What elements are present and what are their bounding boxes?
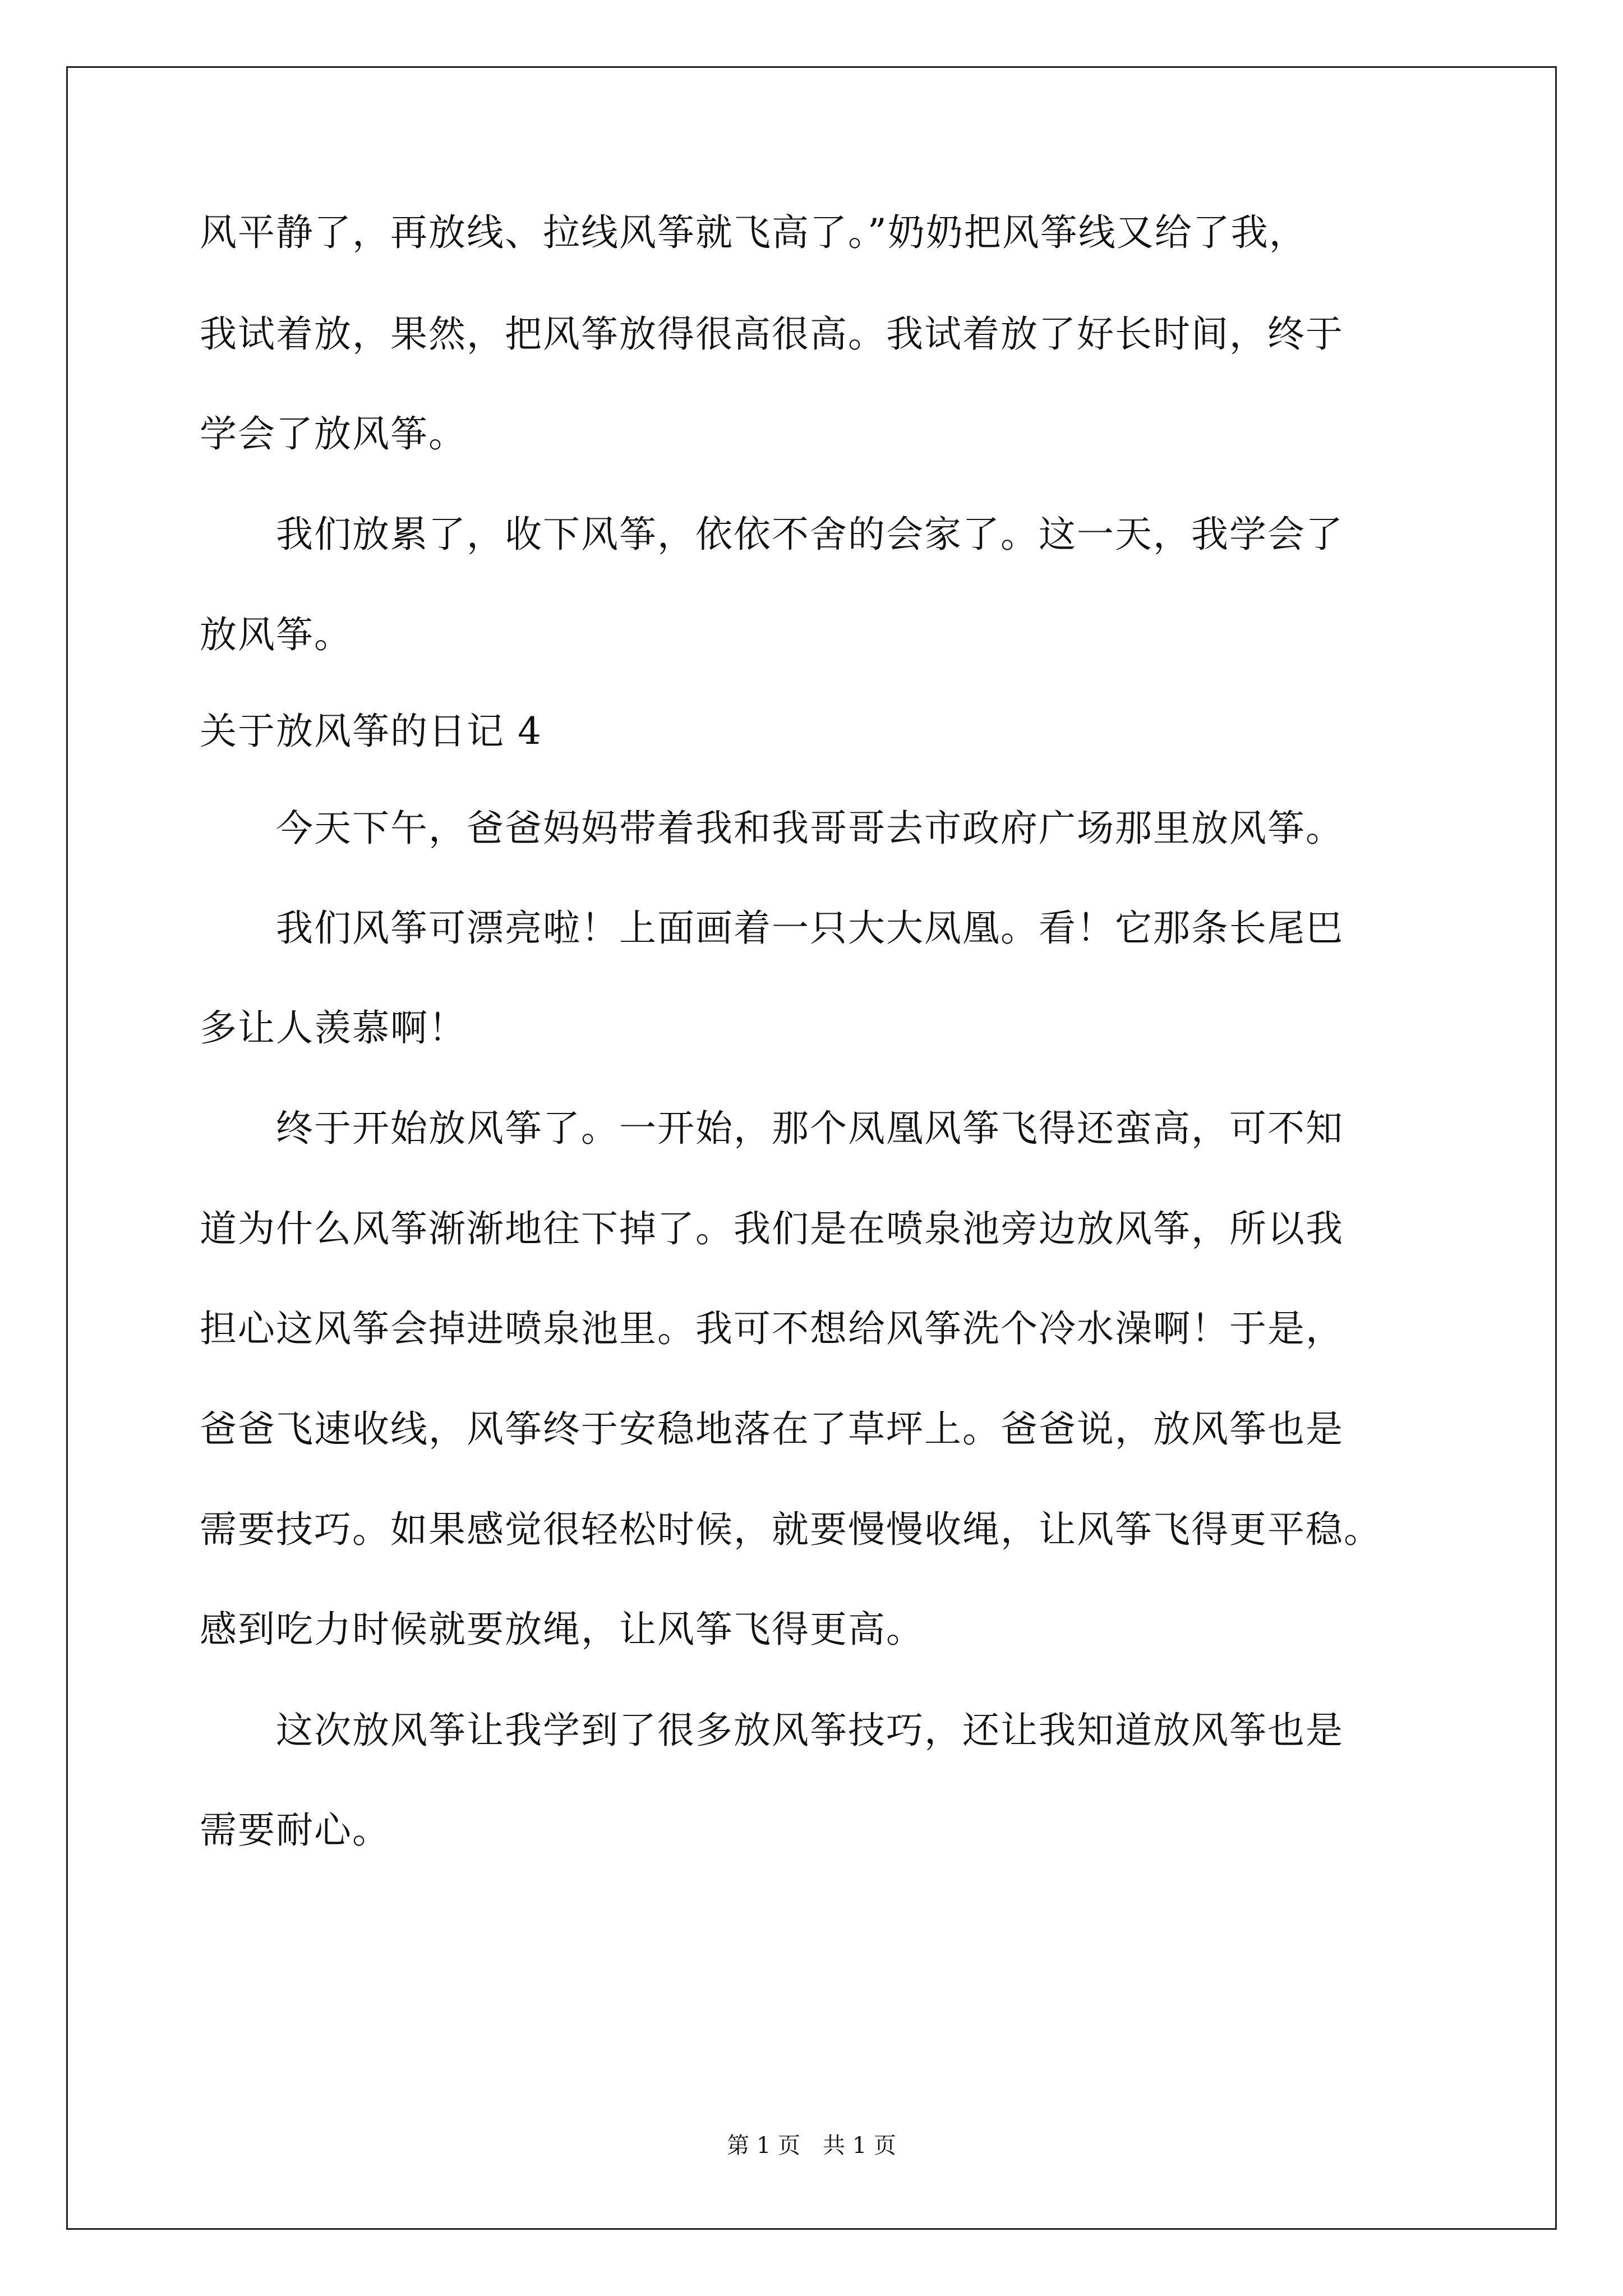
text-line: 需要耐心。 — [200, 1809, 390, 1852]
text-line: 爸爸飞速收线，风筝终于安稳地落在了草坪上。爸爸说，放风筝也是 — [200, 1407, 1344, 1451]
text-line: 终于开始放风筝了。一开始，那个凤凰风筝飞得还蛮高，可不知 — [200, 1107, 1344, 1150]
text-line: 风平静了，再放线、拉线风筝就飞高了。”奶奶把风筝线又给了我， — [200, 211, 1307, 254]
text-line: 放风筝。 — [200, 613, 352, 656]
text-line: 我们放累了，收下风筝，依依不舍的会家了。这一天，我学会了 — [200, 513, 1344, 556]
text-line: 我们风筝可漂亮啦！上面画着一只大大凤凰。看！它那条长尾巴 — [200, 907, 1344, 950]
text-line: 需要技巧。如果感觉很轻松时候，就要慢慢收绳，让风筝飞得更平稳。 — [200, 1508, 1382, 1551]
text-line: 感到吃力时候就要放绳，让风筝飞得更高。 — [200, 1608, 924, 1651]
text-line: 我试着放，果然，把风筝放得很高很高。我试着放了好长时间，终于 — [200, 312, 1344, 356]
text-line: 学会了放风筝。 — [200, 412, 467, 455]
text-line: 多让人羡慕啊！ — [200, 1006, 467, 1050]
text-line: 道为什么风筝渐渐地往下掉了。我们是在喷泉池旁边放风筝，所以我 — [200, 1207, 1344, 1250]
text-line: 今天下午，爸爸妈妈带着我和我哥哥去市政府广场那里放风筝。 — [200, 807, 1344, 850]
text-line: 担心这风筝会掉进喷泉池里。我可不想给风筝洗个冷水澡啊！于是， — [200, 1307, 1344, 1350]
page-number: 第 1 页 共 1 页 — [727, 2133, 896, 2159]
text-line: 这次放风筝让我学到了很多放风筝技巧，还让我知道放风筝也是 — [200, 1709, 1344, 1752]
section-heading: 关于放风筝的日记 4 — [200, 710, 542, 753]
